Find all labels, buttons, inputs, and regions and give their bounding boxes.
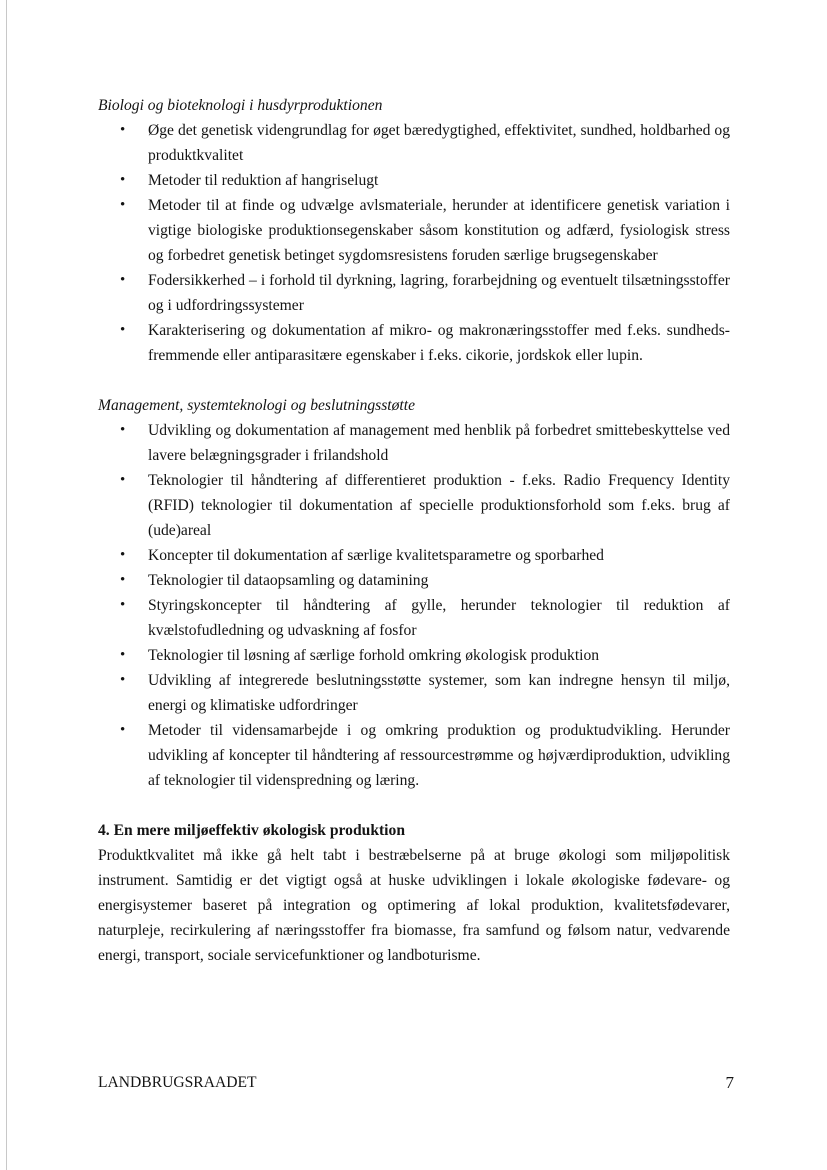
list-item: • Teknologier til løsning af særlige forhold omkring økologisk produktion <box>98 643 730 668</box>
list-item: • Styringskoncepter til håndtering af gylle, herunder teknologier til reduktion af kvælstofudledning og udvaskning af fosfor <box>98 593 730 643</box>
scan-margin-line <box>6 0 7 1170</box>
list-item: • Øge det genetisk videngrundlag for øget bæredygtighed, effektivitet, sundhed, holdbarhed og produktkvalitet <box>98 118 730 168</box>
spacer <box>98 368 730 393</box>
list-item: • Koncepter til dokumentation af særlige kvalitetsparametre og sporbarhed <box>98 543 730 568</box>
spacer <box>98 793 730 818</box>
section-heading-miljoeffektiv: 4. En mere miljøeffektiv økologisk produktion <box>98 822 405 839</box>
list-item: • Fodersikkerhed – i forhold til dyrkning, lagring, forarbejdning og eventuelt tilsætningsstoffer og i udfordringssystemer <box>98 268 730 318</box>
bullet-list-management <box>98 418 730 793</box>
list-item: • Metoder til reduktion af hangriselugt <box>98 168 730 193</box>
page-content <box>98 93 730 968</box>
page-number: 7 <box>725 1073 734 1092</box>
list-item: • Udvikling af integrerede beslutningsstøtte systemer, som kan indregne hensyn til miljø, energi og klimatiske udfordringer <box>98 668 730 718</box>
list-item: • Teknologier til håndtering af differentieret produktion - f.eks. Radio Frequency Identity (RFID) teknologier til dokumentation af specielle produktionsforhold som f.eks. brug af (ude)areal <box>98 468 730 543</box>
list-item: • Teknologier til dataopsamling og datamining <box>98 568 730 593</box>
footer-organization: LANDBRUGSRAADET <box>98 1074 257 1091</box>
section-heading-management: Management, systemteknologi og beslutningsstøtte <box>98 397 416 414</box>
bullet-list-biologi <box>98 118 730 368</box>
body-paragraph: Produktkvalitet må ikke gå helt tabt i bestræbelserne på at bruge økologi som miljøpolitisk instrument. Samtidig er det vigtigt også at huske udviklingen i lokale økologiske fødevare- og energisystemer baseret på integration og optimering af lokal produktion, kvalitetsfødevarer, naturpleje, recirkulering af næringsstoffer fra biomasse, fra samfund og følsom natur, vedvarende energi, transport, sociale servicefunktioner og landboturisme. <box>98 847 730 964</box>
list-item: • Karakterisering og dokumentation af mikro- og makronæringsstoffer med f.eks. sundheds-fremmende eller antiparasitære egenskaber i f.eks. cikorie, jordskok eller lupin. <box>98 318 730 368</box>
section-heading-biologi: Biologi og bioteknologi i husdyrproduktionen <box>98 97 383 114</box>
list-item: • Metoder til at finde og udvælge avlsmateriale, herunder at identificere genetisk variation i vigtige biologiske produktionsegenskaber såsom konstitution og adfærd, fysiologisk stress og forbedret genetisk betinget sygdomsresistens foruden særlige brugsegenskaber <box>98 193 730 268</box>
list-item: • Udvikling og dokumentation af management med henblik på forbedret smittebeskyttelse ved lavere belægningsgrader i frilandshold <box>98 418 730 468</box>
list-item: • Metoder til vidensamarbejde i og omkring produktion og produktudvikling. Herunder udvikling af koncepter til håndtering af ressourcestrømme og højværdiproduktion, udvikling af teknologier til videnspredning og læring. <box>98 718 730 793</box>
